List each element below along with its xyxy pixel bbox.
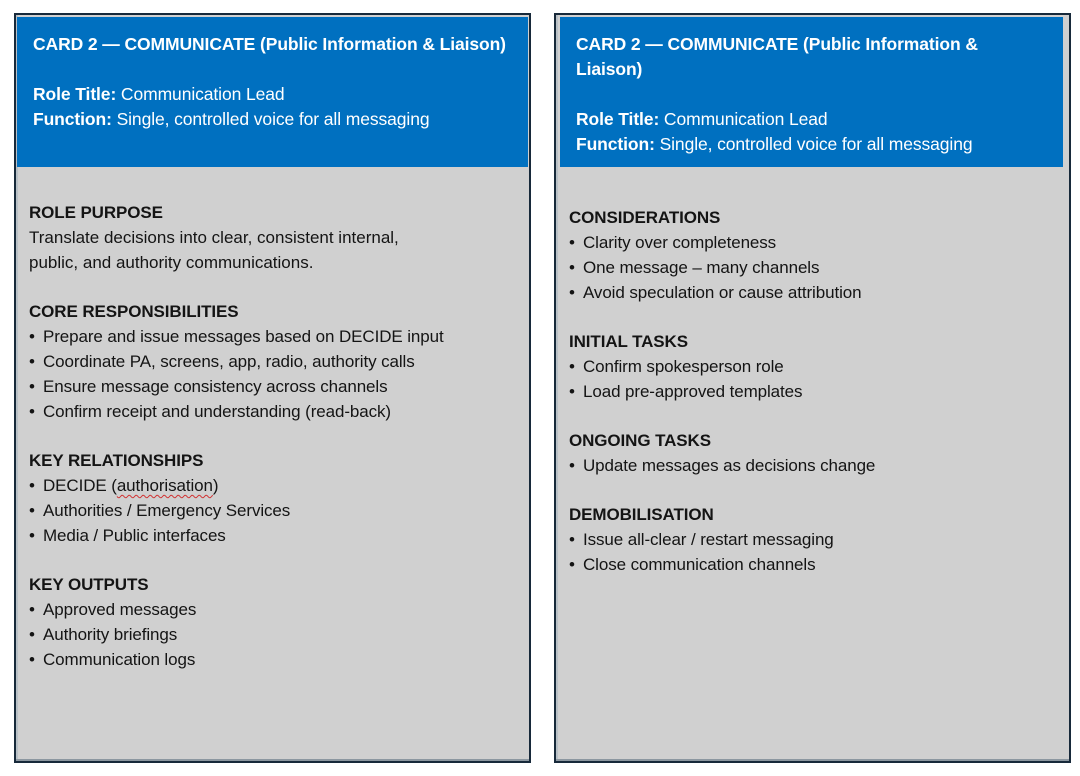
card-header [17,17,528,167]
role-title-label: Role Title: [33,84,117,104]
bullet-icon: • [569,382,575,401]
bullet-list [29,597,519,672]
card-body [569,206,1059,602]
list-item [569,453,1059,478]
role-purpose-text-line2: public, and authority communications. [29,253,314,272]
bullet-list [569,453,1059,478]
role-card-back [554,13,1071,763]
list-item-text: Avoid speculation or cause attribution [583,283,862,302]
list-item [569,230,1059,255]
function-line [576,132,1047,157]
section-considerations [569,206,1059,305]
bullet-icon: • [29,650,35,669]
role-purpose-text-line1: Translate decisions into clear, consistent internal, [29,228,399,247]
bullet-icon: • [29,476,35,495]
bullet-list [29,324,519,424]
section-title: CORE RESPONSIBILITIES [29,302,239,321]
list-item [569,354,1059,379]
list-item-text: Authority briefings [43,625,178,644]
bullet-icon: • [29,625,35,644]
bullet-icon: • [569,283,575,302]
bullet-icon: • [29,352,35,371]
list-item [29,374,519,399]
card-header [560,17,1063,167]
list-item-text: Confirm receipt and understanding (read-back) [43,402,391,421]
role-title-value: Communication Lead [659,109,828,129]
bullet-list [569,354,1059,404]
bullet-icon: • [29,501,35,520]
list-item-text: Update messages as decisions change [583,456,876,475]
spellcheck-flagged-word[interactable]: authorisation [116,476,213,495]
list-item [29,349,519,374]
role-title-label: Role Title: [576,109,660,129]
section-role-purpose [29,201,519,275]
function-label: Function: [33,109,112,129]
list-item [29,647,519,672]
list-item [29,523,519,548]
section-initial-tasks [569,330,1059,404]
list-item [29,622,519,647]
card-body [29,201,519,697]
section-title: ONGOING TASKS [569,431,711,450]
function-line [33,107,512,132]
bullet-icon: • [29,327,35,346]
section-title: DEMOBILISATION [569,505,714,524]
section-ongoing-tasks [569,429,1059,478]
list-item-text: One message – many channels [583,258,820,277]
list-item-text: Clarity over completeness [583,233,777,252]
list-item-text: ) [212,476,219,495]
card-title: CARD 2 — COMMUNICATE (Public Information & Liaison) [576,34,978,79]
function-value: Single, controlled voice for all messaging [654,134,973,154]
bullet-icon: • [29,377,35,396]
list-item-text: Media / Public interfaces [43,526,226,545]
section-key-outputs [29,573,519,672]
section-title: KEY RELATIONSHIPS [29,451,204,470]
role-card-front [14,13,531,763]
list-item-text: DECIDE ( [43,476,117,495]
list-item-text: Issue all-clear / restart messaging [583,530,834,549]
list-item [569,280,1059,305]
role-title-line [576,107,1047,132]
bullet-list [569,527,1059,577]
bullet-list [569,230,1059,305]
list-item-text: Prepare and issue messages based on DECIDE input [43,327,444,346]
section-title: CONSIDERATIONS [569,208,721,227]
bullet-icon: • [29,526,35,545]
role-title-value: Communication Lead [116,84,285,104]
section-key-relationships [29,449,519,548]
section-title: INITIAL TASKS [569,332,688,351]
bullet-icon: • [569,530,575,549]
bullet-icon: • [29,600,35,619]
list-item-text: Communication logs [43,650,196,669]
list-item-text: Confirm spokesperson role [583,357,784,376]
list-item-text: Close communication channels [583,555,816,574]
list-item [29,473,519,498]
bullet-icon: • [569,258,575,277]
list-item-text: Load pre-approved templates [583,382,803,401]
bullet-icon: • [569,456,575,475]
list-item [569,255,1059,280]
list-item [29,399,519,424]
list-item-text: Approved messages [43,600,197,619]
bullet-icon: • [569,357,575,376]
list-item-text: Authorities / Emergency Services [43,501,291,520]
bullet-icon: • [29,402,35,421]
list-item [29,498,519,523]
list-item [569,552,1059,577]
section-demobilisation [569,503,1059,577]
bullet-list [29,473,519,548]
list-item [29,597,519,622]
section-title: KEY OUTPUTS [29,575,149,594]
card-title: CARD 2 — COMMUNICATE (Public Information & Liaison) [33,34,506,54]
role-title-line [33,82,512,107]
function-label: Function: [576,134,655,154]
section-core-responsibilities [29,300,519,424]
list-item-text: Coordinate PA, screens, app, radio, authority calls [43,352,415,371]
section-title: ROLE PURPOSE [29,203,163,222]
bullet-icon: • [569,233,575,252]
bullet-icon: • [569,555,575,574]
list-item [569,379,1059,404]
list-item [569,527,1059,552]
list-item-text: Ensure message consistency across channels [43,377,388,396]
list-item [29,324,519,349]
function-value: Single, controlled voice for all messaging [111,109,430,129]
